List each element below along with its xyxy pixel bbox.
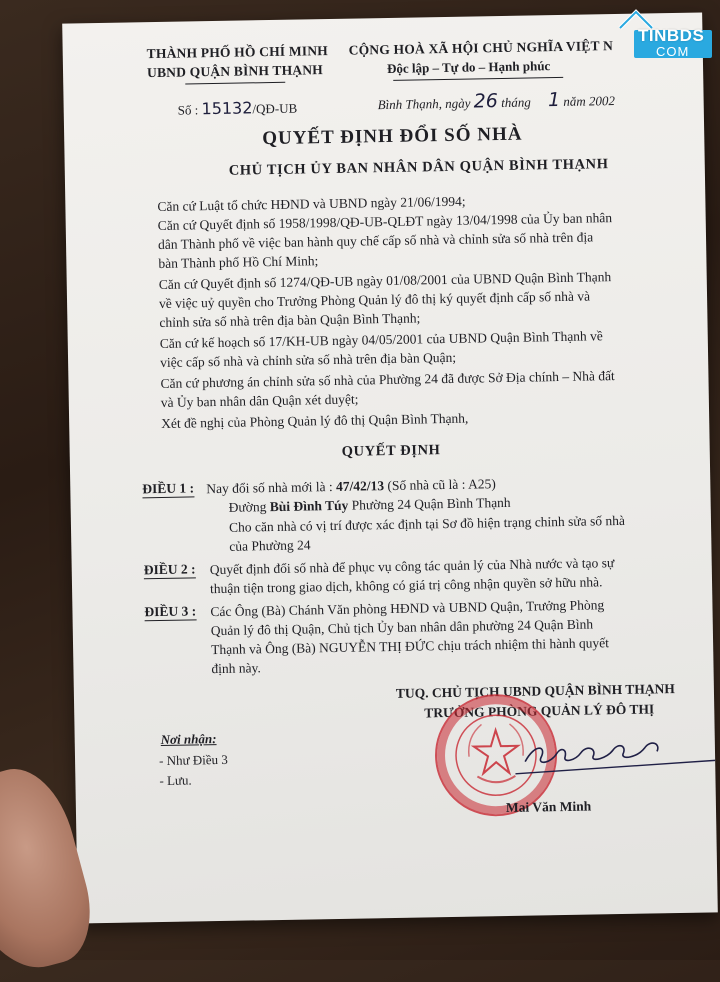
signer-name: Mai Văn Minh (505, 798, 592, 816)
preamble-line-10: Căn cứ phương án chỉnh sửa số nhà của Phường 24 đã được Sở Địa chính – Nhà đất (160, 368, 615, 391)
doc-number: 15132 (201, 98, 253, 119)
recipients-heading: Nơi nhận: (160, 731, 217, 748)
handwritten-signature (514, 720, 720, 784)
preamble-line-2: Căn cứ Quyết định số 1958/1998/QĐ-UB-QLĐT ngày 13/04/1998 của Ủy ban nhân (157, 210, 613, 234)
preamble-line-6: về việc uỷ quyền cho Trưởng Phòng Quản lý đô thị ký quyết định cấp số nhà và (158, 288, 591, 312)
document-subtitle: CHỦ TỊCH ỦY BAN NHÂN DÂN QUẬN BÌNH THẠNH (228, 156, 609, 179)
document-page (62, 12, 718, 923)
preamble-line-12: Xét đề nghị của Phòng Quản lý đô thị Quận Bình Thạnh, (161, 410, 469, 431)
header-right-rule (393, 77, 563, 81)
article-1-line-3: Cho căn nhà có vị trí được xác định tại Sơ đồ hiện trạng chỉnh sửa số nhà (228, 512, 626, 535)
date-year: năm 2002 (563, 93, 616, 109)
article-1-line-2 (229, 495, 511, 516)
header-agency: UBND QUẬN BÌNH THẠNH (146, 62, 324, 81)
doc-number-line (178, 98, 298, 119)
header-city: THÀNH PHỐ HỒ CHÍ MINH (146, 43, 329, 62)
signature-title-2: TRƯỞNG PHÒNG QUẢN LÝ ĐÔ THỊ (424, 701, 655, 721)
article-3-line-2: Quản lý đô thị Quận, Chủ tịch Ủy ban nhân dân phường 24 Quận Bình (210, 616, 594, 639)
logo-brand: TINBDS (638, 26, 705, 45)
article-1-intro: Nay đổi số nhà mới là : (206, 479, 333, 497)
new-house-number: 47/42/13 (335, 478, 385, 494)
article-1-label: ĐIỀU 1 : (142, 480, 195, 497)
street-label: Đường (228, 499, 267, 515)
preamble-line-7: chỉnh sửa số nhà trên địa bàn Quận Bình Thạnh; (159, 310, 421, 331)
preamble-line-1: Căn cứ Luật tổ chức HĐND và UBND ngày 21/06/1994; (157, 193, 466, 215)
preamble-line-4: bàn Thành phố Hồ Chí Minh; (158, 253, 319, 272)
date-month: 1 (547, 88, 561, 112)
ward-district: Phường 24 Quận Bình Thạnh (351, 494, 511, 513)
decision-heading: QUYẾT ĐỊNH (341, 442, 441, 460)
article-1-line-4: của Phường 24 (229, 537, 311, 554)
logo-sub: COM (656, 44, 690, 59)
document-title: QUYẾT ĐỊNH ĐỔI SỐ NHÀ (262, 123, 523, 150)
street-name: Bùi Đình Túy (269, 497, 349, 515)
article-1-line-1 (206, 476, 496, 497)
doc-number-suffix: /QĐ-UB (252, 100, 298, 117)
article-2-line-2: thuận tiện trong giao dịch, không có giá trị công nhận quyền sở hữu nhà. (209, 574, 603, 597)
preamble-line-8: Căn cứ kế hoạch số 17/KH-UB ngày 04/05/2001 của UBND Quận Bình Thạnh về (159, 328, 603, 351)
preamble-line-11: và Ủy ban nhân dân Quận xét duyệt; (160, 391, 359, 410)
article-3-line-3: Thạnh và Ông (Bà) NGUYỄN THỊ ĐỨC chịu trách nhiệm thi hành quyết (211, 635, 610, 658)
watermark-logo (612, 6, 714, 64)
preamble-line-5: Căn cứ Quyết định số 1274/QĐ-UB ngày 01/08/2001 của UBND Quận Bình Thạnh (158, 269, 612, 293)
recipient-item-2: - Lưu. (159, 772, 192, 789)
article-3-line-1: Các Ông (Bà) Chánh Văn phòng HĐND và UBND Quận, Trưởng Phòng (210, 597, 605, 620)
doc-number-label: Số : (177, 102, 199, 118)
recipient-item-1: - Như Điều 3 (158, 751, 228, 769)
date-thang-label: tháng (501, 94, 531, 111)
place-date-line (377, 88, 615, 114)
signature-title-1: TUQ. CHỦ TỊCH UBND QUẬN BÌNH THẠNH (395, 681, 675, 701)
article-2-label: ĐIỀU 2 : (143, 561, 196, 578)
article-3-label: ĐIỀU 3 : (144, 603, 197, 620)
header-republic: CỘNG HOÀ XÃ HỘI CHỦ NGHĨA VIỆT N (348, 38, 614, 58)
header-motto: Độc lập – Tự do – Hạnh phúc (386, 58, 551, 76)
preamble-line-9: việc cấp số nhà và chỉnh sửa số nhà trên địa bàn Quận; (159, 349, 457, 370)
old-house-number: (Số nhà cũ là : A25) (387, 476, 496, 494)
article-3-line-4: định này. (211, 660, 261, 677)
date-day: 26 (473, 90, 499, 113)
article-2-line-1: Quyết định đổi số nhà để phục vụ công tác quản lý của Nhà nước và tạo sự (209, 555, 615, 578)
place-date-label: Bình Thạnh, ngày (377, 95, 471, 113)
preamble-line-3: dân Thành phố về việc ban hành quy chế cấp số nhà và chỉnh sửa số nhà trên địa (157, 229, 594, 253)
header-left-rule (185, 82, 285, 85)
